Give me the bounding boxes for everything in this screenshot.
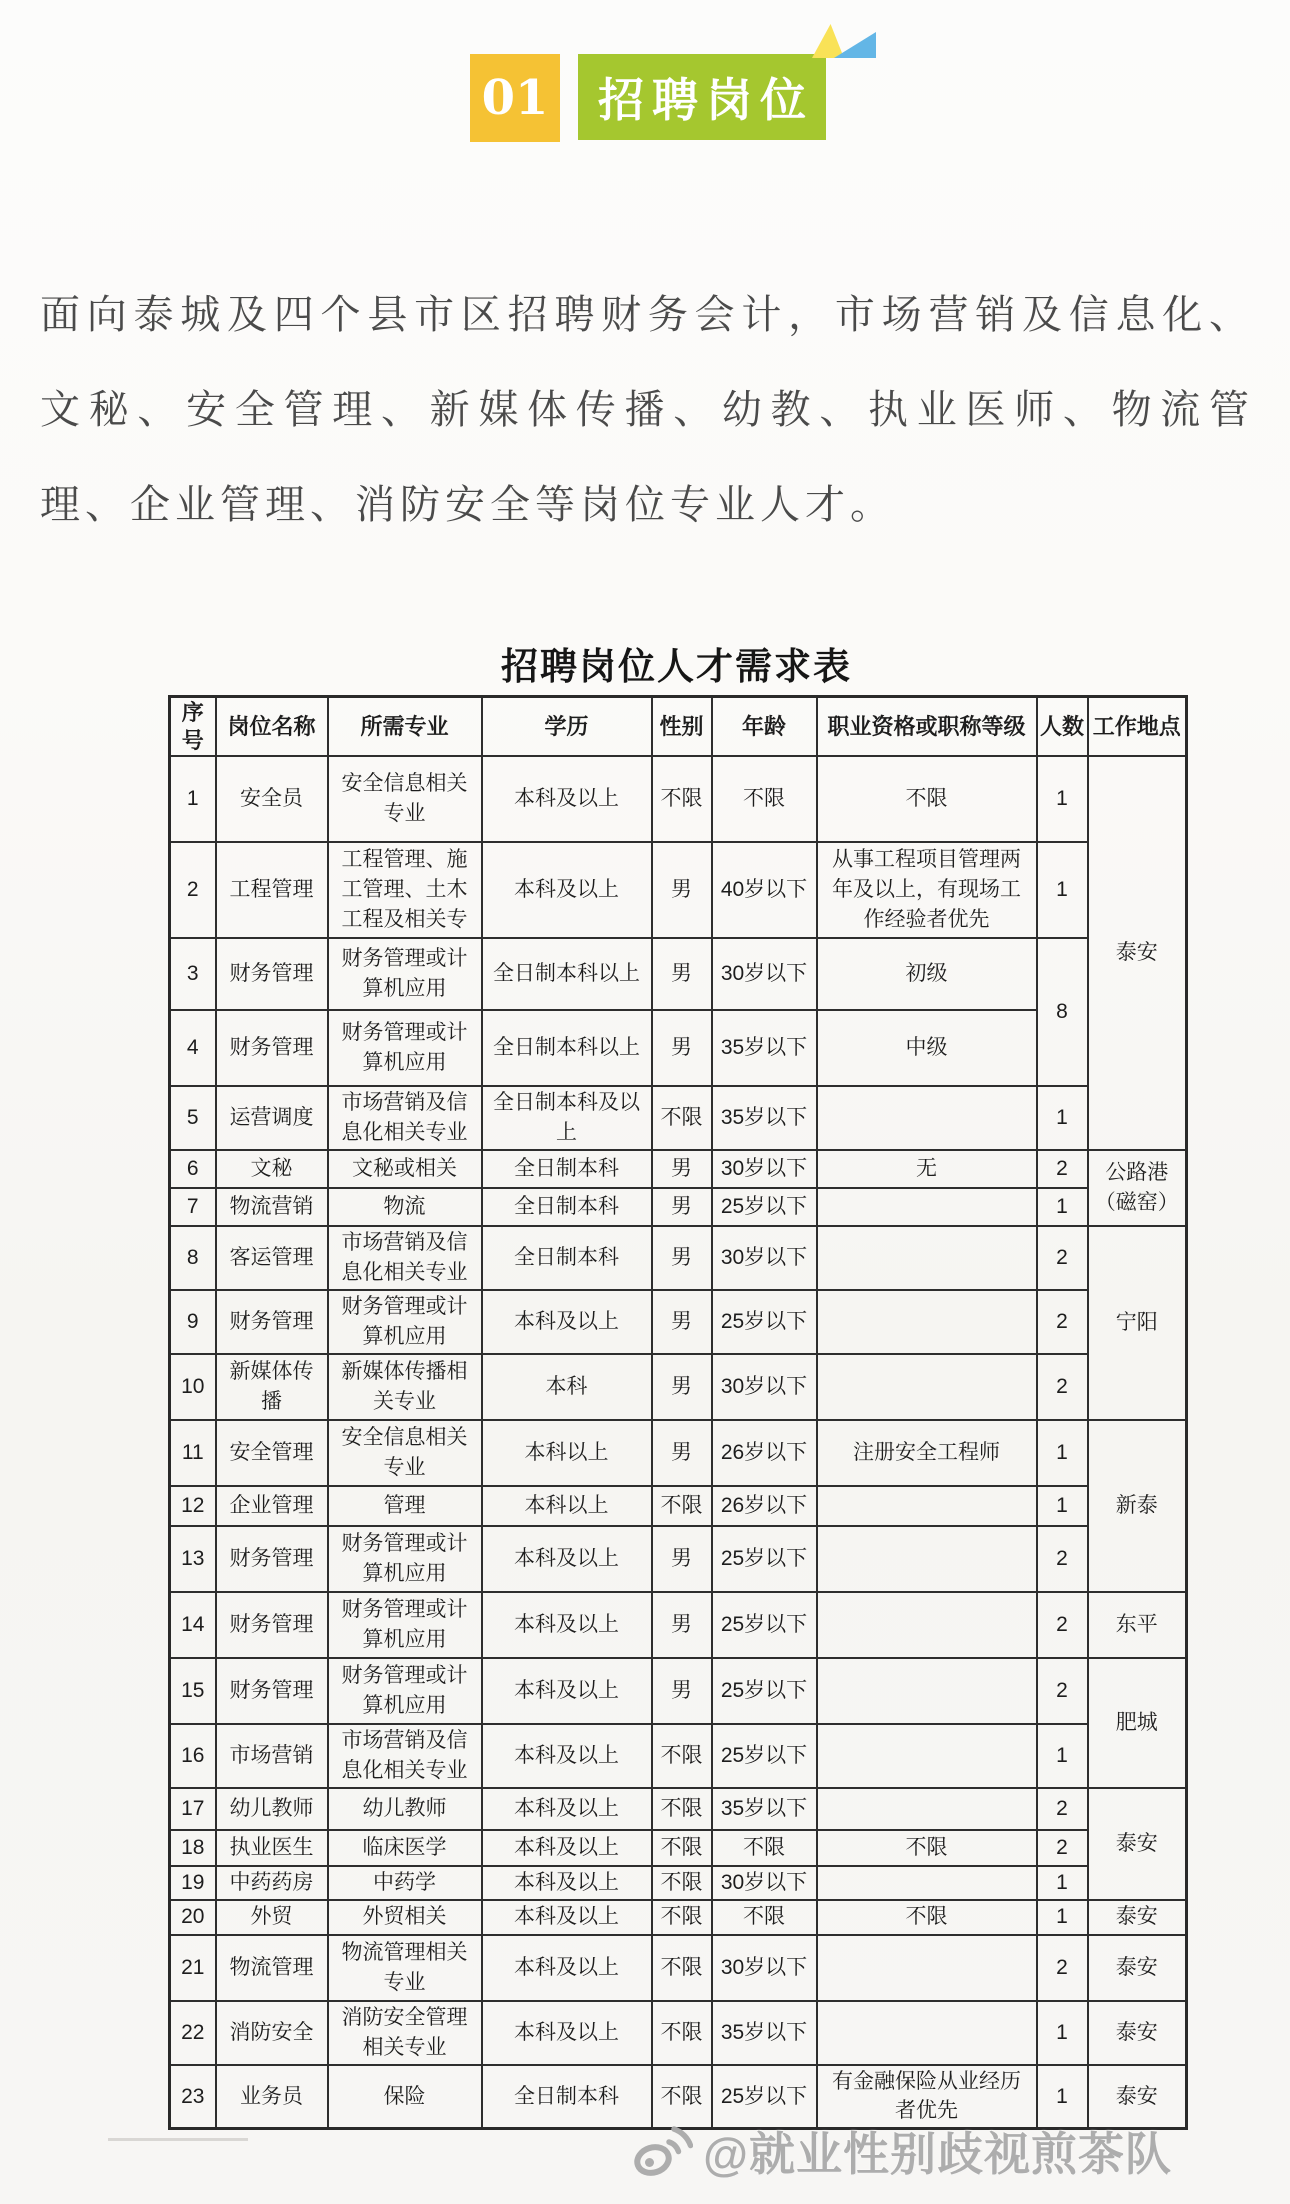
table-cell	[817, 1866, 1037, 1900]
table-cell: 2	[1037, 1935, 1088, 2001]
table-cell: 不限	[652, 1830, 712, 1866]
table-cell: 20	[170, 1900, 216, 1935]
table-cell: 安全员	[216, 756, 328, 842]
table-cell	[817, 1188, 1037, 1226]
job-row-17	[170, 1788, 1187, 1830]
table-cell: 3	[170, 938, 216, 1010]
column-header-7: 人数	[1037, 697, 1088, 757]
table-cell: 2	[1037, 1150, 1088, 1188]
table-cell: 男	[652, 1658, 712, 1724]
table-cell: 本科及以上	[482, 1900, 652, 1935]
table-cell: 16	[170, 1724, 216, 1788]
table-cell: 企业管理	[216, 1486, 328, 1526]
table-cell: 1	[1037, 1724, 1088, 1788]
table-cell: 男	[652, 1526, 712, 1592]
table-cell: 25岁以下	[712, 1658, 817, 1724]
table-cell: 男	[652, 1592, 712, 1658]
table-cell: 消防安全	[216, 2001, 328, 2065]
table-cell: 全日制本科以上	[482, 1010, 652, 1086]
section-title-badge: 招聘岗位	[578, 54, 826, 140]
table-cell: 新泰	[1088, 1420, 1187, 1592]
table-title: 招聘岗位人才需求表	[501, 644, 852, 688]
table-cell: 2	[1037, 1788, 1088, 1830]
table-cell: 1	[1037, 842, 1088, 938]
table-cell: 财务管理	[216, 938, 328, 1010]
table-cell: 本科及以上	[482, 1290, 652, 1354]
table-cell: 22	[170, 2001, 216, 2065]
table-cell: 25岁以下	[712, 1188, 817, 1226]
table-cell: 物流营销	[216, 1188, 328, 1226]
table-cell: 不限	[652, 1788, 712, 1830]
table-cell: 男	[652, 1290, 712, 1354]
table-cell: 本科及以上	[482, 2001, 652, 2065]
table-cell: 物流管理	[216, 1935, 328, 2001]
table-cell: 全日制本科	[482, 1226, 652, 1290]
table-cell	[817, 1526, 1037, 1592]
table-cell: 2	[1037, 1830, 1088, 1866]
jobs-demand-table	[168, 695, 1188, 2130]
weibo-icon	[631, 2122, 693, 2180]
job-row-11	[170, 1420, 1187, 1486]
table-cell: 14	[170, 1592, 216, 1658]
table-cell: 17	[170, 1788, 216, 1830]
job-row-7	[170, 1188, 1187, 1226]
table-cell: 有金融保险从业经历者优先	[817, 2065, 1037, 2129]
table-cell: 不限	[652, 1866, 712, 1900]
table-cell: 全日制本科以上	[482, 938, 652, 1010]
table-cell: 财务管理	[216, 1526, 328, 1592]
table-cell: 幼儿教师	[216, 1788, 328, 1830]
table-cell: 全日制本科及以上	[482, 1086, 652, 1150]
table-cell	[817, 1086, 1037, 1150]
table-cell	[817, 1486, 1037, 1526]
job-row-12	[170, 1486, 1187, 1526]
table-cell: 10	[170, 1354, 216, 1420]
table-cell: 从事工程项目管理两年及以上，有现场工作经验者优先	[817, 842, 1037, 938]
table-cell: 2	[1037, 1526, 1088, 1592]
table-cell: 市场营销及信息化相关专业	[328, 1724, 482, 1788]
table-cell: 不限	[817, 1830, 1037, 1866]
table-cell: 中药学	[328, 1866, 482, 1900]
table-cell: 注册安全工程师	[817, 1420, 1037, 1486]
table-cell: 30岁以下	[712, 1226, 817, 1290]
table-cell: 23	[170, 2065, 216, 2129]
job-row-19	[170, 1866, 1187, 1900]
table-cell	[817, 1290, 1037, 1354]
table-cell: 30岁以下	[712, 1150, 817, 1188]
table-cell: 21	[170, 1935, 216, 2001]
table-cell: 宁阳	[1088, 1226, 1187, 1420]
table-cell: 不限	[712, 1900, 817, 1935]
table-cell: 不限	[652, 1935, 712, 2001]
table-cell	[817, 1226, 1037, 1290]
watermark-handle: @就业性别歧视煎茶队	[703, 2128, 1172, 2180]
table-cell: 1	[170, 756, 216, 842]
table-cell	[817, 1788, 1037, 1830]
table-cell: 财务管理或计算机应用	[328, 1592, 482, 1658]
job-row-2	[170, 842, 1187, 938]
table-cell: 保险	[328, 2065, 482, 2129]
table-cell: 不限	[652, 2001, 712, 2065]
scan-artifact-line	[108, 2138, 248, 2141]
table-cell: 财务管理	[216, 1010, 328, 1086]
table-cell: 泰安	[1088, 1900, 1187, 1935]
table-cell: 本科及以上	[482, 1658, 652, 1724]
job-row-16	[170, 1724, 1187, 1788]
table-cell: 26岁以下	[712, 1420, 817, 1486]
job-row-5	[170, 1086, 1187, 1150]
table-cell: 财务管理或计算机应用	[328, 1658, 482, 1724]
table-cell: 13	[170, 1526, 216, 1592]
table-cell: 泰安	[1088, 1935, 1187, 2001]
table-cell: 财务管理	[216, 1658, 328, 1724]
table-cell: 运营调度	[216, 1086, 328, 1150]
table-cell: 不限	[712, 756, 817, 842]
job-row-15	[170, 1658, 1187, 1724]
table-cell: 初级	[817, 938, 1037, 1010]
table-cell: 财务管理或计算机应用	[328, 1290, 482, 1354]
table-cell	[817, 1354, 1037, 1420]
table-cell: 2	[1037, 1226, 1088, 1290]
table-cell: 安全信息相关专业	[328, 1420, 482, 1486]
table-cell: 本科及以上	[482, 1724, 652, 1788]
table-cell: 1	[1037, 756, 1088, 842]
table-cell: 男	[652, 1188, 712, 1226]
table-cell: 泰安	[1088, 1788, 1187, 1900]
table-cell: 消防安全管理相关专业	[328, 2001, 482, 2065]
job-row-9	[170, 1290, 1187, 1354]
table-cell: 中药药房	[216, 1866, 328, 1900]
table-cell: 市场营销	[216, 1724, 328, 1788]
job-row-10	[170, 1354, 1187, 1420]
table-cell: 新媒体传播	[216, 1354, 328, 1420]
table-cell: 11	[170, 1420, 216, 1486]
job-row-22	[170, 2001, 1187, 2065]
table-cell: 15	[170, 1658, 216, 1724]
intro-paragraph: 面向泰城及四个县市区招聘财务会计，市场营销及信息化、文秘、安全管理、新媒体传播、幼教、执业医师、物流管理、企业管理、消防安全等岗位专业人才。	[40, 293, 1254, 527]
table-cell	[817, 1592, 1037, 1658]
table-cell: 35岁以下	[712, 2001, 817, 2065]
job-row-6	[170, 1150, 1187, 1188]
table-cell: 本科及以上	[482, 1592, 652, 1658]
table-cell: 4	[170, 1010, 216, 1086]
table-cell: 25岁以下	[712, 1526, 817, 1592]
table-cell: 2	[1037, 1592, 1088, 1658]
column-header-8: 工作地点	[1088, 697, 1187, 757]
table-cell: 幼儿教师	[328, 1788, 482, 1830]
table-cell: 安全信息相关专业	[328, 756, 482, 842]
table-cell: 市场营销及信息化相关专业	[328, 1226, 482, 1290]
decor-triangle-yellow	[812, 24, 844, 58]
table-cell: 2	[1037, 1290, 1088, 1354]
table-cell: 7	[170, 1188, 216, 1226]
table-cell: 1	[1037, 1486, 1088, 1526]
table-cell: 管理	[328, 1486, 482, 1526]
job-row-8	[170, 1226, 1187, 1290]
table-cell: 客运管理	[216, 1226, 328, 1290]
table-cell: 2	[1037, 1354, 1088, 1420]
table-cell: 19	[170, 1866, 216, 1900]
table-cell: 财务管理或计算机应用	[328, 938, 482, 1010]
table-cell: 不限	[817, 756, 1037, 842]
table-cell: 8	[170, 1226, 216, 1290]
table-cell: 财务管理或计算机应用	[328, 1010, 482, 1086]
table-cell: 本科及以上	[482, 756, 652, 842]
table-cell: 本科及以上	[482, 1935, 652, 2001]
table-cell: 1	[1037, 2001, 1088, 2065]
table-cell: 男	[652, 1420, 712, 1486]
table-cell: 文秘	[216, 1150, 328, 1188]
table-cell: 财务管理	[216, 1592, 328, 1658]
table-cell: 不限	[817, 1900, 1037, 1935]
table-cell: 执业医生	[216, 1830, 328, 1866]
table-cell: 本科以上	[482, 1486, 652, 1526]
watermark	[631, 2118, 1172, 2184]
table-cell	[817, 1935, 1037, 2001]
jobs-table-container	[168, 695, 1185, 2130]
table-cell: 物流管理相关专业	[328, 1935, 482, 2001]
table-cell: 30岁以下	[712, 1935, 817, 2001]
table-cell: 物流	[328, 1188, 482, 1226]
table-cell: 本科	[482, 1354, 652, 1420]
table-cell: 25岁以下	[712, 1724, 817, 1788]
table-cell: 35岁以下	[712, 1788, 817, 1830]
table-cell: 男	[652, 1010, 712, 1086]
job-row-21	[170, 1935, 1187, 2001]
table-cell: 中级	[817, 1010, 1037, 1086]
table-cell: 本科及以上	[482, 1788, 652, 1830]
table-cell: 30岁以下	[712, 1866, 817, 1900]
table-cell: 不限	[652, 1900, 712, 1935]
job-row-20	[170, 1900, 1187, 1935]
table-cell	[817, 1724, 1037, 1788]
table-cell: 工程管理、施工管理、土木工程及相关专	[328, 842, 482, 938]
job-row-13	[170, 1526, 1187, 1592]
table-cell: 35岁以下	[712, 1086, 817, 1150]
table-cell: 1	[1037, 1900, 1088, 1935]
section-number-badge: 01	[470, 54, 560, 142]
table-cell: 本科及以上	[482, 1830, 652, 1866]
column-header-3: 学历	[482, 697, 652, 757]
job-row-1	[170, 756, 1187, 842]
table-cell: 5	[170, 1086, 216, 1150]
table-cell: 40岁以下	[712, 842, 817, 938]
table-cell: 本科及以上	[482, 842, 652, 938]
table-cell: 不限	[652, 1486, 712, 1526]
table-cell: 9	[170, 1290, 216, 1354]
table-cell: 不限	[652, 756, 712, 842]
table-cell: 1	[1037, 2065, 1088, 2129]
table-cell: 不限	[712, 1830, 817, 1866]
table-cell: 泰安	[1088, 756, 1187, 1150]
table-cell: 1	[1037, 1866, 1088, 1900]
table-cell: 不限	[652, 1086, 712, 1150]
table-cell: 26岁以下	[712, 1486, 817, 1526]
table-cell: 不限	[652, 2065, 712, 2129]
column-header-2: 所需专业	[328, 697, 482, 757]
table-cell: 无	[817, 1150, 1037, 1188]
table-cell: 35岁以下	[712, 1010, 817, 1086]
table-cell: 2	[170, 842, 216, 938]
table-cell: 8	[1037, 938, 1088, 1086]
table-cell: 泰安	[1088, 2065, 1187, 2129]
table-cell: 安全管理	[216, 1420, 328, 1486]
table-cell: 泰安	[1088, 2001, 1187, 2065]
table-cell: 肥城	[1088, 1658, 1187, 1788]
column-header-5: 年龄	[712, 697, 817, 757]
table-cell: 30岁以下	[712, 938, 817, 1010]
table-cell: 30岁以下	[712, 1354, 817, 1420]
table-cell: 男	[652, 1354, 712, 1420]
table-cell: 外贸	[216, 1900, 328, 1935]
table-cell: 全日制本科	[482, 1150, 652, 1188]
table-cell: 25岁以下	[712, 1592, 817, 1658]
table-cell: 本科及以上	[482, 1526, 652, 1592]
table-cell: 全日制本科	[482, 2065, 652, 2129]
table-cell: 1	[1037, 1086, 1088, 1150]
table-cell: 新媒体传播相关专业	[328, 1354, 482, 1420]
table-cell: 不限	[652, 1724, 712, 1788]
column-header-4: 性别	[652, 697, 712, 757]
table-cell: 全日制本科	[482, 1188, 652, 1226]
table-cell: 财务管理	[216, 1290, 328, 1354]
table-cell: 6	[170, 1150, 216, 1188]
column-header-0: 序号	[170, 697, 216, 757]
job-row-14	[170, 1592, 1187, 1658]
column-header-1: 岗位名称	[216, 697, 328, 757]
table-cell: 男	[652, 1150, 712, 1188]
table-cell: 公路港（磁窑）	[1088, 1150, 1187, 1226]
job-row-3	[170, 938, 1187, 1010]
table-cell: 临床医学	[328, 1830, 482, 1866]
table-cell: 本科及以上	[482, 1866, 652, 1900]
table-cell: 业务员	[216, 2065, 328, 2129]
table-cell: 外贸相关	[328, 1900, 482, 1935]
table-cell: 财务管理或计算机应用	[328, 1526, 482, 1592]
table-cell: 工程管理	[216, 842, 328, 938]
table-cell: 男	[652, 938, 712, 1010]
column-header-6: 职业资格或职称等级	[817, 697, 1037, 757]
job-row-18	[170, 1830, 1187, 1866]
table-cell: 男	[652, 1226, 712, 1290]
table-cell: 25岁以下	[712, 2065, 817, 2129]
table-cell: 东平	[1088, 1592, 1187, 1658]
table-header-row	[170, 697, 1187, 757]
table-cell: 本科以上	[482, 1420, 652, 1486]
table-cell: 1	[1037, 1188, 1088, 1226]
table-cell	[817, 2001, 1037, 2065]
job-row-4	[170, 1010, 1187, 1086]
table-cell: 文秘或相关	[328, 1150, 482, 1188]
table-cell: 男	[652, 842, 712, 938]
table-cell: 25岁以下	[712, 1290, 817, 1354]
table-cell: 1	[1037, 1420, 1088, 1486]
table-cell	[817, 1658, 1037, 1724]
table-cell: 12	[170, 1486, 216, 1526]
table-cell: 市场营销及信息化相关专业	[328, 1086, 482, 1150]
table-cell: 18	[170, 1830, 216, 1866]
table-cell: 2	[1037, 1658, 1088, 1724]
